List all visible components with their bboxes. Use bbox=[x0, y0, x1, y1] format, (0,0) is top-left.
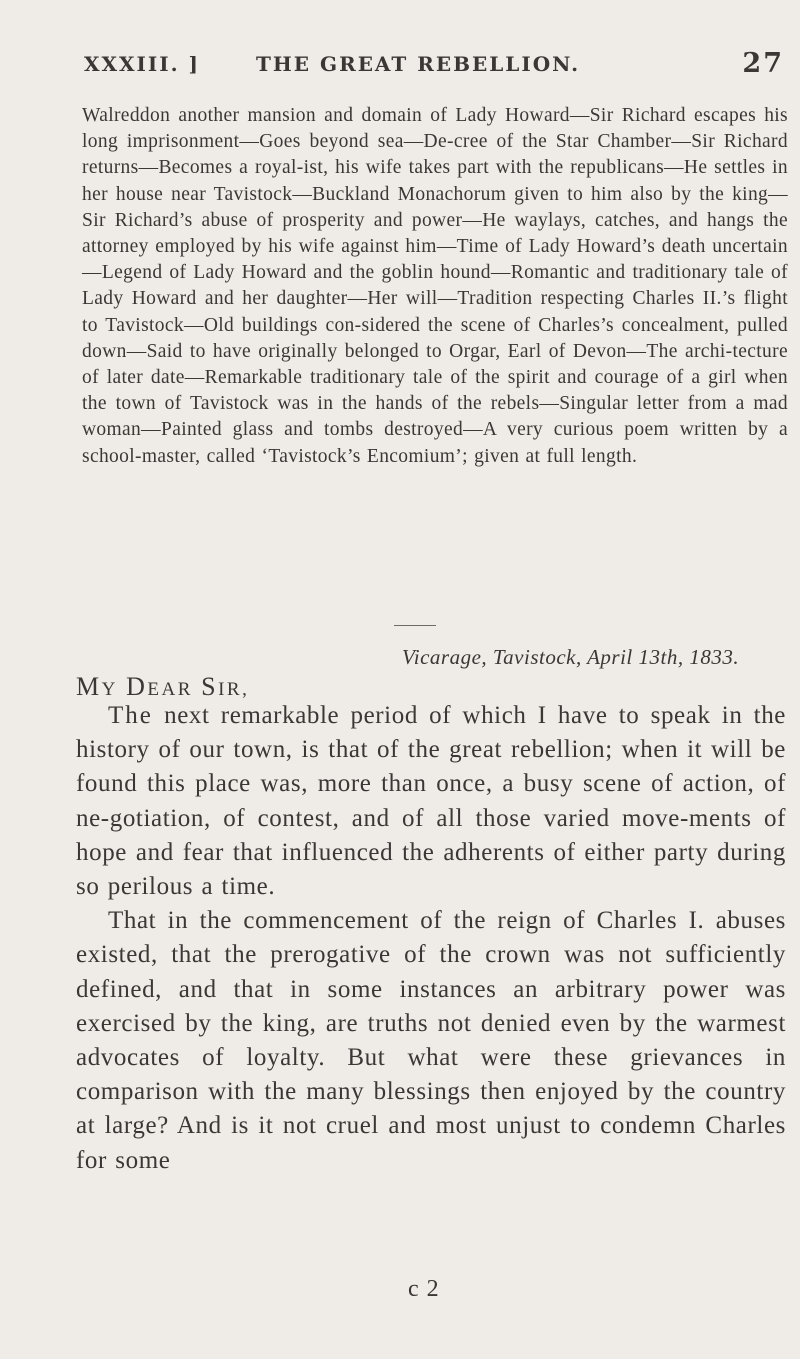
chapter-summary: Walreddon another mansion and domain of Lady Howard—Sir Richard escapes his long imprisonment—Goes beyond sea—De-cree of the Star Chamber—Sir Richard returns—Becomes a royal-ist, his wife takes part with the republicans—He settles in her house near Tavistock—Buckland Monachorum given to him also by the king—Sir Richard’s abuse of prosperity and power—He waylays, catches, and hangs the attorney employed by his wife against him—Time of Lady Howard’s death uncertain—Legend of Lady Howard and the goblin hound—Romantic and traditionary tale of Lady Howard and her daughter—Her will—Tradition respecting Charles II.’s flight to Tavistock—Old buildings con-sidered the scene of Charles’s concealment, pulled down—Said to have originally belonged to Orgar, Earl of Devon—The archi-tecture of later date—Remarkable traditionary tale of the spirit and courage of a girl when the town of Tavistock was in the hands of the rebels—Singular letter from a mad woman—Painted glass and tombs destroyed—A very curious poem written by a school-master, called ‘Tavistock’s Encomium’; given at full length. bbox=[82, 105, 788, 467]
letter-body bbox=[76, 699, 786, 1178]
salutation-smallcaps: EAR bbox=[147, 679, 193, 700]
chapter-number: XXXIII. ] bbox=[84, 52, 201, 76]
page-number: 27 bbox=[742, 48, 784, 79]
letter-paragraph: That in the commencement of the reign of Charles I. abuses existed, that the prerogative of the crown was not sufficiently defined, and that in some instances an arbitrary power was exercised by the king, are truths not denied even by the warmest advocates of loyalty. But what were these grievances in comparison with the many blessings then enjoyed by the country at large? And is it not cruel and most unjust to condemn Charles for some bbox=[76, 907, 786, 1174]
salutation-smallcaps: Y bbox=[101, 679, 118, 700]
running-header bbox=[84, 48, 784, 84]
running-title: THE GREAT REBELLION. bbox=[256, 52, 581, 76]
section-divider bbox=[394, 625, 436, 626]
paragraph-lead-word: The bbox=[108, 702, 153, 729]
salutation-initial: D bbox=[126, 672, 148, 701]
salutation-initial: M bbox=[76, 672, 102, 701]
salutation-smallcaps: IR, bbox=[218, 679, 250, 700]
letter-paragraph bbox=[76, 699, 786, 904]
salutation-initial: S bbox=[201, 672, 219, 701]
letter-salutation bbox=[76, 672, 249, 702]
signature-mark: c 2 bbox=[408, 1276, 440, 1302]
letter-dateline: Vicarage, Tavistock, April 13th, 1833. bbox=[402, 645, 740, 669]
paragraph-text: next remarkable period of which I have to speak in the history of our town, is that of the great rebellion; when it will be found this place was, more than once, a busy scene of action, of ne-gotiation, of contest, and of all those varied move-ments of hope and fear that influenced the adherents of either party during so perilous a time. bbox=[76, 702, 787, 901]
